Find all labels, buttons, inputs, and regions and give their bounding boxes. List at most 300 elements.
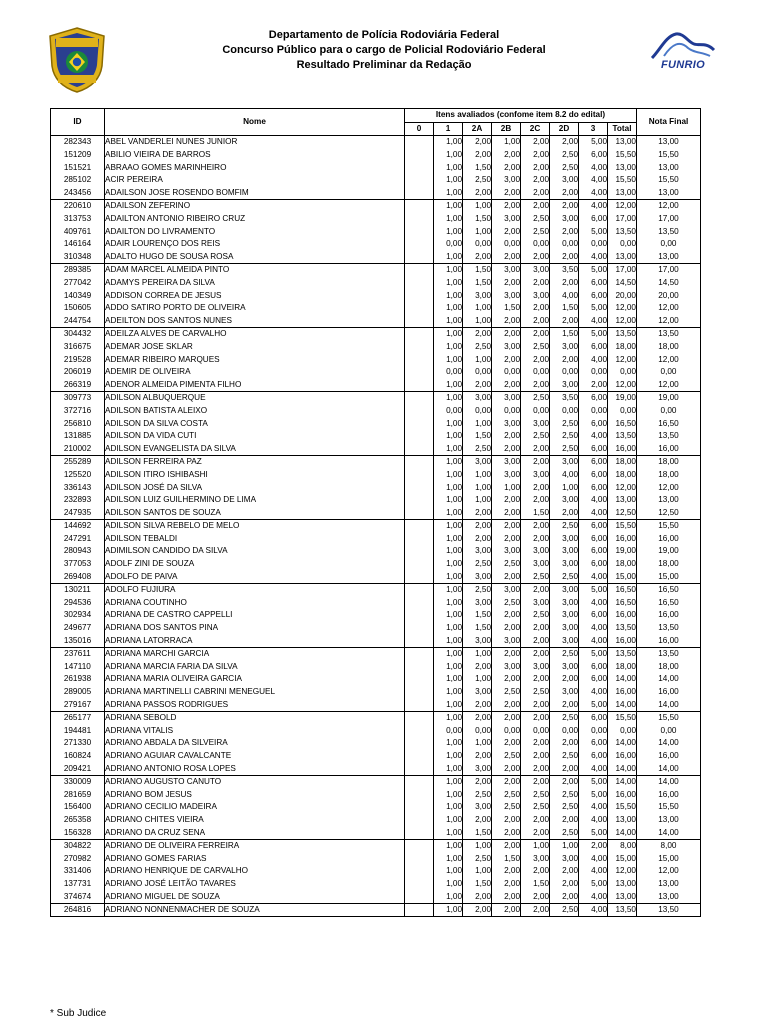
- cell-nome: ADILSON DA SILVA COSTA: [105, 417, 405, 430]
- cell-item-2b: 3,00: [492, 392, 521, 405]
- cell-item-1: 1,00: [434, 814, 463, 827]
- cell-item-2b: 2,00: [492, 328, 521, 341]
- table-row: [51, 852, 701, 865]
- cell-total: 14,50: [608, 277, 637, 290]
- cell-item-3: 6,00: [579, 392, 608, 405]
- cell-total: 17,00: [608, 264, 637, 277]
- cell-id: 271330: [51, 737, 105, 750]
- cell-item-2c: 1,50: [521, 506, 550, 519]
- cell-item-3: 5,00: [579, 583, 608, 596]
- table-row: [51, 801, 701, 814]
- cell-total: 18,00: [608, 456, 637, 469]
- cell-item-2b: 2,00: [492, 878, 521, 891]
- cell-total: 13,00: [608, 136, 637, 149]
- cell-item-2b: 2,00: [492, 814, 521, 827]
- cell-item-0: [405, 878, 434, 891]
- cell-item-1: 1,00: [434, 737, 463, 750]
- cell-item-1: 1,00: [434, 903, 463, 917]
- cell-item-2a: 2,50: [463, 558, 492, 571]
- col-header-itens-avaliados: Itens avaliados (confome item 8.2 do edital): [405, 109, 637, 123]
- cell-nota-final: 13,00: [637, 494, 701, 507]
- cell-nota-final: 8,00: [637, 839, 701, 852]
- cell-item-2d: 2,00: [550, 200, 579, 213]
- cell-item-2b: 2,00: [492, 251, 521, 264]
- cell-item-0: [405, 775, 434, 788]
- cell-item-3: 5,00: [579, 878, 608, 891]
- cell-item-2a: 2,00: [463, 506, 492, 519]
- cell-nota-final: 12,00: [637, 378, 701, 391]
- table-row: [51, 494, 701, 507]
- cell-nome: ADRIANO MIGUEL DE SOUZA: [105, 890, 405, 903]
- cell-nome: ADILSON DA VIDA CUTI: [105, 430, 405, 443]
- cell-item-3: 6,00: [579, 533, 608, 546]
- table-row: [51, 698, 701, 711]
- cell-item-1: 1,00: [434, 533, 463, 546]
- cell-nome: ADRIANA DE CASTRO CAPPELLI: [105, 609, 405, 622]
- col-header-item-2c: 2C: [521, 122, 550, 136]
- cell-total: 12,00: [608, 865, 637, 878]
- cell-item-2c: 3,00: [521, 558, 550, 571]
- cell-item-2d: 3,00: [550, 558, 579, 571]
- cell-item-1: 1,00: [434, 315, 463, 328]
- cell-id: 313753: [51, 213, 105, 226]
- cell-item-2d: 2,00: [550, 814, 579, 827]
- cell-item-0: [405, 647, 434, 660]
- cell-nome: ADILSON FERREIRA PAZ: [105, 456, 405, 469]
- table-row: [51, 814, 701, 827]
- cell-item-1: 1,00: [434, 149, 463, 162]
- cell-item-3: 6,00: [579, 481, 608, 494]
- cell-item-2c: 2,00: [521, 634, 550, 647]
- cell-item-1: 1,00: [434, 277, 463, 290]
- cell-item-2a: 2,00: [463, 251, 492, 264]
- cell-id: 237611: [51, 647, 105, 660]
- cell-item-2d: 3,00: [550, 174, 579, 187]
- table-row: [51, 725, 701, 738]
- cell-item-2a: 2,50: [463, 788, 492, 801]
- cell-nota-final: 14,00: [637, 762, 701, 775]
- cell-item-2a: 0,00: [463, 366, 492, 379]
- cell-item-0: [405, 430, 434, 443]
- cell-item-2c: 2,00: [521, 762, 550, 775]
- cell-total: 0,00: [608, 366, 637, 379]
- cell-item-1: 1,00: [434, 353, 463, 366]
- cell-item-0: [405, 187, 434, 200]
- cell-item-0: [405, 225, 434, 238]
- cell-nota-final: 13,00: [637, 890, 701, 903]
- cell-item-3: 4,00: [579, 622, 608, 635]
- table-row: [51, 430, 701, 443]
- cell-item-2c: 2,00: [521, 315, 550, 328]
- cell-nome: ADRIANO JOSÉ LEITÃO TAVARES: [105, 878, 405, 891]
- cell-item-2c: 2,00: [521, 442, 550, 455]
- cell-item-2b: 2,00: [492, 737, 521, 750]
- cell-item-2a: 2,50: [463, 583, 492, 596]
- table-row: [51, 213, 701, 226]
- cell-item-2d: 3,00: [550, 494, 579, 507]
- cell-item-2d: 3,50: [550, 264, 579, 277]
- cell-total: 14,00: [608, 775, 637, 788]
- cell-item-2b: 1,00: [492, 136, 521, 149]
- cell-item-2a: 1,50: [463, 878, 492, 891]
- cell-item-2c: 2,00: [521, 583, 550, 596]
- table-row: [51, 890, 701, 903]
- cell-nome: ADILSON ALBUQUERQUE: [105, 392, 405, 405]
- cell-item-2d: 2,50: [550, 430, 579, 443]
- cell-item-1: 1,00: [434, 341, 463, 354]
- cell-id: 156400: [51, 801, 105, 814]
- cell-nota-final: 15,50: [637, 174, 701, 187]
- cell-item-2a: 3,00: [463, 597, 492, 610]
- cell-item-2b: 2,50: [492, 750, 521, 763]
- cell-nota-final: 16,00: [637, 634, 701, 647]
- cell-item-2c: 2,00: [521, 187, 550, 200]
- cell-nome: ADAILSON ZEFERINO: [105, 200, 405, 213]
- cell-item-1: 1,00: [434, 647, 463, 660]
- cell-item-2d: 1,00: [550, 481, 579, 494]
- cell-item-1: 1,00: [434, 634, 463, 647]
- cell-item-2a: 2,00: [463, 750, 492, 763]
- cell-nome: ADAIR LOURENÇO DOS REIS: [105, 238, 405, 251]
- cell-item-0: [405, 839, 434, 852]
- cell-id: 310348: [51, 251, 105, 264]
- cell-nome: ADRIANA MARCIA FARIA DA SILVA: [105, 661, 405, 674]
- cell-item-2d: 3,00: [550, 852, 579, 865]
- cell-item-2d: 2,50: [550, 520, 579, 533]
- cell-item-2a: 2,50: [463, 341, 492, 354]
- cell-nome: ADEMAR JOSE SKLAR: [105, 341, 405, 354]
- cell-total: 13,00: [608, 494, 637, 507]
- cell-id: 372716: [51, 405, 105, 418]
- cell-item-1: 1,00: [434, 622, 463, 635]
- cell-total: 12,00: [608, 481, 637, 494]
- cell-nota-final: 12,00: [637, 353, 701, 366]
- cell-item-1: 1,00: [434, 302, 463, 315]
- cell-item-2d: 1,50: [550, 302, 579, 315]
- table-row: [51, 826, 701, 839]
- cell-item-3: 4,00: [579, 686, 608, 699]
- table-row: [51, 570, 701, 583]
- cell-item-2b: 3,00: [492, 469, 521, 482]
- cell-item-3: 4,00: [579, 903, 608, 917]
- cell-item-2d: 2,50: [550, 788, 579, 801]
- cell-item-2a: 1,00: [463, 353, 492, 366]
- cell-item-2b: 2,00: [492, 698, 521, 711]
- cell-item-0: [405, 494, 434, 507]
- cell-id: 265358: [51, 814, 105, 827]
- cell-item-3: 6,00: [579, 149, 608, 162]
- table-row: [51, 187, 701, 200]
- cell-id: 135016: [51, 634, 105, 647]
- cell-item-2b: 2,00: [492, 442, 521, 455]
- cell-item-2d: 2,50: [550, 711, 579, 724]
- cell-item-3: 6,00: [579, 417, 608, 430]
- cell-total: 12,50: [608, 506, 637, 519]
- cell-id: 194481: [51, 725, 105, 738]
- results-table: [50, 108, 701, 917]
- cell-total: 14,00: [608, 737, 637, 750]
- cell-item-0: [405, 277, 434, 290]
- cell-item-2b: 2,00: [492, 622, 521, 635]
- cell-nota-final: 13,50: [637, 328, 701, 341]
- cell-item-2d: 2,50: [550, 570, 579, 583]
- cell-item-2c: 3,00: [521, 852, 550, 865]
- cell-item-2c: 2,00: [521, 711, 550, 724]
- cell-id: 243456: [51, 187, 105, 200]
- cell-item-2b: 0,00: [492, 725, 521, 738]
- table-row: [51, 788, 701, 801]
- cell-item-2d: 2,50: [550, 149, 579, 162]
- cell-item-2b: 3,00: [492, 341, 521, 354]
- cell-total: 12,00: [608, 353, 637, 366]
- cell-nome: ADEMIR DE OLIVEIRA: [105, 366, 405, 379]
- cell-item-2d: 2,00: [550, 225, 579, 238]
- cell-nota-final: 18,00: [637, 661, 701, 674]
- cell-item-2d: 2,50: [550, 442, 579, 455]
- cell-item-0: [405, 149, 434, 162]
- cell-item-0: [405, 456, 434, 469]
- cell-nota-final: 14,00: [637, 826, 701, 839]
- cell-item-2d: 1,00: [550, 839, 579, 852]
- cell-nome: ADEILTON DOS SANTOS NUNES: [105, 315, 405, 328]
- cell-item-3: 5,00: [579, 788, 608, 801]
- cell-item-2c: 3,00: [521, 469, 550, 482]
- cell-item-2a: 3,00: [463, 456, 492, 469]
- cell-id: 137731: [51, 878, 105, 891]
- cell-nome: ACIR PEREIRA: [105, 174, 405, 187]
- cell-id: 316675: [51, 341, 105, 354]
- cell-id: 140349: [51, 289, 105, 302]
- cell-item-2c: 2,00: [521, 698, 550, 711]
- cell-total: 14,00: [608, 673, 637, 686]
- cell-item-2b: 3,00: [492, 264, 521, 277]
- cell-item-3: 5,00: [579, 826, 608, 839]
- cell-nome: ADDO SATIRO PORTO DE OLIVEIRA: [105, 302, 405, 315]
- cell-id: 247291: [51, 533, 105, 546]
- cell-total: 12,00: [608, 378, 637, 391]
- cell-item-2c: 2,00: [521, 251, 550, 264]
- cell-item-1: 1,00: [434, 187, 463, 200]
- cell-item-2a: 3,00: [463, 545, 492, 558]
- cell-item-2d: 2,00: [550, 737, 579, 750]
- cell-nome: ADAM MARCEL ALMEIDA PINTO: [105, 264, 405, 277]
- cell-item-2b: 2,50: [492, 801, 521, 814]
- cell-item-2b: 2,00: [492, 609, 521, 622]
- cell-item-2d: 2,00: [550, 136, 579, 149]
- cell-item-2a: 1,50: [463, 213, 492, 226]
- cell-nome: ADRIANA MARCHI GARCIA: [105, 647, 405, 660]
- cell-item-2a: 1,50: [463, 622, 492, 635]
- cell-item-2d: 3,00: [550, 213, 579, 226]
- cell-item-2c: 2,00: [521, 149, 550, 162]
- cell-nome: ADDISON CORREA DE JESUS: [105, 289, 405, 302]
- cell-nota-final: 20,00: [637, 289, 701, 302]
- cell-id: 256810: [51, 417, 105, 430]
- cell-item-2c: 2,00: [521, 328, 550, 341]
- cell-total: 20,00: [608, 289, 637, 302]
- cell-item-0: [405, 622, 434, 635]
- cell-total: 16,00: [608, 788, 637, 801]
- cell-item-2c: 3,00: [521, 597, 550, 610]
- table-row: [51, 750, 701, 763]
- cell-item-2b: 2,00: [492, 187, 521, 200]
- cell-item-2c: 2,00: [521, 136, 550, 149]
- table-row: [51, 161, 701, 174]
- cell-item-0: [405, 469, 434, 482]
- cell-id: 377053: [51, 558, 105, 571]
- cell-nota-final: 18,00: [637, 469, 701, 482]
- cell-item-2c: 2,00: [521, 277, 550, 290]
- cell-nome: ADRIANA COUTINHO: [105, 597, 405, 610]
- cell-item-0: [405, 570, 434, 583]
- cell-nota-final: 17,00: [637, 264, 701, 277]
- cell-item-2a: 1,00: [463, 315, 492, 328]
- cell-nota-final: 14,00: [637, 775, 701, 788]
- cell-item-2b: 2,00: [492, 903, 521, 917]
- cell-item-2c: 0,00: [521, 366, 550, 379]
- cell-item-2c: 2,00: [521, 775, 550, 788]
- cell-id: 409761: [51, 225, 105, 238]
- cell-id: 130211: [51, 583, 105, 596]
- cell-item-2a: 1,50: [463, 430, 492, 443]
- cell-nota-final: 16,50: [637, 597, 701, 610]
- cell-item-1: 1,00: [434, 213, 463, 226]
- cell-item-0: [405, 161, 434, 174]
- table-row: [51, 737, 701, 750]
- cell-total: 13,00: [608, 251, 637, 264]
- cell-id: 131885: [51, 430, 105, 443]
- cell-item-1: 1,00: [434, 392, 463, 405]
- cell-total: 12,00: [608, 315, 637, 328]
- cell-item-2b: 3,00: [492, 456, 521, 469]
- col-header-total: Total: [608, 122, 637, 136]
- cell-total: 0,00: [608, 725, 637, 738]
- cell-nota-final: 12,00: [637, 200, 701, 213]
- cell-item-2c: 2,00: [521, 673, 550, 686]
- cell-id: 206019: [51, 366, 105, 379]
- cell-item-0: [405, 341, 434, 354]
- cell-nota-final: 13,50: [637, 647, 701, 660]
- table-row: [51, 878, 701, 891]
- cell-id: 289385: [51, 264, 105, 277]
- table-row: [51, 405, 701, 418]
- cell-item-2c: 2,50: [521, 570, 550, 583]
- cell-item-1: 1,00: [434, 469, 463, 482]
- cell-item-2b: 2,00: [492, 865, 521, 878]
- cell-item-2d: 3,00: [550, 661, 579, 674]
- cell-item-2a: 2,00: [463, 378, 492, 391]
- cell-item-2b: 3,00: [492, 174, 521, 187]
- cell-id: 266319: [51, 378, 105, 391]
- cell-item-0: [405, 302, 434, 315]
- cell-item-3: 4,00: [579, 430, 608, 443]
- cell-nome: ABILIO VIEIRA DE BARROS: [105, 149, 405, 162]
- cell-item-2d: 2,00: [550, 506, 579, 519]
- cell-nome: ADRIANA MARIA OLIVEIRA GARCIA: [105, 673, 405, 686]
- cell-item-3: 6,00: [579, 711, 608, 724]
- cell-item-2a: 1,00: [463, 865, 492, 878]
- cell-item-0: [405, 852, 434, 865]
- cell-nota-final: 15,50: [637, 149, 701, 162]
- cell-item-1: 1,00: [434, 801, 463, 814]
- cell-item-2d: 2,00: [550, 277, 579, 290]
- cell-item-2b: 2,00: [492, 200, 521, 213]
- cell-total: 16,00: [608, 750, 637, 763]
- cell-item-2c: 2,00: [521, 174, 550, 187]
- cell-item-2c: 2,00: [521, 456, 550, 469]
- cell-id: 255289: [51, 456, 105, 469]
- table-row: [51, 328, 701, 341]
- cell-item-0: [405, 405, 434, 418]
- cell-item-2c: 2,00: [521, 161, 550, 174]
- cell-item-2d: 2,00: [550, 865, 579, 878]
- cell-item-0: [405, 597, 434, 610]
- cell-nota-final: 15,00: [637, 570, 701, 583]
- cell-item-2d: 3,00: [550, 686, 579, 699]
- cell-item-1: 0,00: [434, 405, 463, 418]
- cell-id: 304822: [51, 839, 105, 852]
- cell-item-2a: 2,50: [463, 174, 492, 187]
- cell-item-1: 1,00: [434, 698, 463, 711]
- cell-item-2b: 2,50: [492, 558, 521, 571]
- cell-id: 304432: [51, 328, 105, 341]
- cell-item-2c: 2,00: [521, 647, 550, 660]
- cell-item-2d: 3,00: [550, 597, 579, 610]
- cell-item-2b: 2,50: [492, 597, 521, 610]
- cell-item-2d: 3,00: [550, 545, 579, 558]
- cell-item-2c: 2,00: [521, 494, 550, 507]
- table-row: [51, 661, 701, 674]
- cell-item-2d: 0,00: [550, 238, 579, 251]
- cell-id: 265177: [51, 711, 105, 724]
- table-row: [51, 456, 701, 469]
- cell-item-0: [405, 788, 434, 801]
- table-row: [51, 238, 701, 251]
- cell-nota-final: 0,00: [637, 366, 701, 379]
- cell-item-2d: 0,00: [550, 405, 579, 418]
- cell-item-2a: 3,00: [463, 570, 492, 583]
- cell-item-2c: 2,00: [521, 865, 550, 878]
- cell-item-2d: 0,00: [550, 366, 579, 379]
- cell-item-2b: 0,00: [492, 405, 521, 418]
- cell-item-0: [405, 583, 434, 596]
- cell-item-1: 1,00: [434, 570, 463, 583]
- cell-item-3: 4,00: [579, 634, 608, 647]
- header-title-line2: Concurso Público para o cargo de Policial Rodoviário Federal: [222, 44, 546, 56]
- table-row: [51, 506, 701, 519]
- cell-total: 18,00: [608, 469, 637, 482]
- cell-nota-final: 18,00: [637, 341, 701, 354]
- cell-nota-final: 13,00: [637, 878, 701, 891]
- table-row: [51, 289, 701, 302]
- cell-nota-final: 12,00: [637, 302, 701, 315]
- cell-item-2a: 1,00: [463, 200, 492, 213]
- cell-nome: ADRIANO CECILIO MADEIRA: [105, 801, 405, 814]
- cell-nota-final: 13,00: [637, 136, 701, 149]
- cell-item-2c: 2,00: [521, 814, 550, 827]
- table-row: [51, 264, 701, 277]
- cell-item-2a: 2,00: [463, 890, 492, 903]
- cell-item-2a: 2,00: [463, 814, 492, 827]
- table-row: [51, 647, 701, 660]
- table-row: [51, 136, 701, 149]
- cell-nota-final: 12,00: [637, 481, 701, 494]
- cell-item-2a: 0,00: [463, 238, 492, 251]
- cell-item-1: 1,00: [434, 378, 463, 391]
- cell-id: 247935: [51, 506, 105, 519]
- cell-id: 232893: [51, 494, 105, 507]
- cell-item-2a: 2,00: [463, 903, 492, 917]
